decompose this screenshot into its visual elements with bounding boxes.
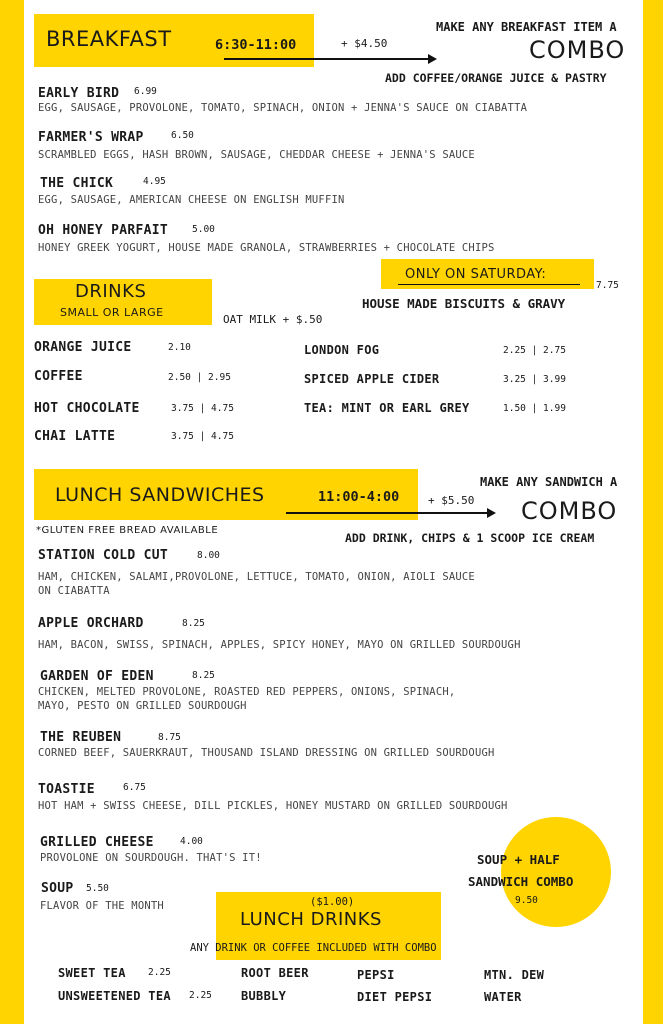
lunch-combo-price: + $5.50 (428, 494, 475, 507)
lunch-drinks-note: ANY DRINK OR COFFEE INCLUDED WITH COMBO (190, 942, 437, 954)
lunch-drink-name: UNSWEETENED TEA (58, 989, 171, 1003)
breakfast-item-desc: SCRAMBLED EGGS, HASH BROWN, SAUSAGE, CHEDDAR CHEESE + JENNA'S SAUCE (38, 149, 475, 161)
lunch-combo-line1: MAKE ANY SANDWICH A (480, 475, 618, 489)
breakfast-combo-detail: ADD COFFEE/ORANGE JUICE & PASTRY (385, 71, 607, 85)
sandwich-price: 8.25 (182, 618, 205, 629)
sandwich-desc: ON CIABATTA (38, 585, 110, 597)
soup-combo-price: 9.50 (515, 895, 538, 906)
sandwich-name: APPLE ORCHARD (38, 616, 144, 631)
lunch-drinks-title: LUNCH DRINKS (240, 909, 382, 930)
drink-name: COFFEE (34, 369, 83, 384)
lunch-drink-name: MTN. DEW (484, 968, 545, 982)
breakfast-item-desc: HONEY GREEK YOGURT, HOUSE MADE GRANOLA, STRAWBERRIES + CHOCOLATE CHIPS (38, 242, 495, 254)
drink-price: 2.25 | 2.75 (503, 345, 566, 356)
sandwich-name: TOASTIE (38, 782, 95, 797)
saturday-price: 7.75 (596, 280, 619, 291)
sandwich-desc: HOT HAM + SWISS CHEESE, DILL PICKLES, HONEY MUSTARD ON GRILLED SOURDOUGH (38, 800, 508, 812)
sandwich-desc: CHICKEN, MELTED PROVOLONE, ROASTED RED PEPPERS, ONIONS, SPINACH, (38, 686, 456, 698)
menu-page (24, 0, 643, 1024)
lunch-title: LUNCH SANDWICHES (55, 484, 265, 506)
breakfast-item-price: 6.99 (134, 86, 157, 97)
drink-price: 1.50 | 1.99 (503, 403, 566, 414)
sandwich-price: 8.75 (158, 732, 181, 743)
sandwich-name: STATION COLD CUT (38, 548, 169, 563)
breakfast-item-price: 5.00 (192, 224, 215, 235)
lunch-drink-price: 2.25 (148, 967, 171, 978)
lunch-arrow-line (286, 512, 488, 514)
lunch-arrow-head (487, 508, 496, 518)
lunch-drink-name: ROOT BEER (241, 966, 309, 980)
sandwich-name: SOUP (41, 881, 74, 896)
sandwich-price: 8.25 (192, 670, 215, 681)
drink-name: CHAI LATTE (34, 429, 116, 444)
breakfast-combo-price: + $4.50 (341, 37, 388, 50)
lunch-drink-name: BUBBLY (241, 989, 287, 1003)
drink-name: SPICED APPLE CIDER (304, 372, 440, 386)
gluten-free-note: *GLUTEN FREE BREAD AVAILABLE (36, 525, 219, 536)
drink-price: 3.75 | 4.75 (171, 403, 234, 414)
sandwich-price: 6.75 (123, 782, 146, 793)
drink-price: 3.75 | 4.75 (171, 431, 234, 442)
breakfast-item-price: 4.95 (143, 176, 166, 187)
drink-name: TEA: MINT OR EARL GREY (304, 401, 470, 415)
sandwich-desc: CORNED BEEF, SAUERKRAUT, THOUSAND ISLAND DRESSING ON GRILLED SOURDOUGH (38, 747, 495, 759)
drink-price: 2.50 | 2.95 (168, 372, 231, 383)
lunch-combo-detail: ADD DRINK, CHIPS & 1 SCOOP ICE CREAM (345, 531, 595, 545)
drink-name: LONDON FOG (304, 343, 380, 357)
drink-price: 2.10 (168, 342, 191, 353)
soup-combo-badge (501, 817, 611, 927)
lunch-drink-name: SWEET TEA (58, 966, 126, 980)
breakfast-item-name: FARMER'S WRAP (38, 130, 144, 145)
drinks-oat-milk: OAT MILK + $.50 (223, 313, 323, 326)
sandwich-desc: MAYO, PESTO ON GRILLED SOURDOUGH (38, 700, 247, 712)
soup-combo-line2: SANDWICH COMBO (468, 874, 574, 889)
breakfast-item-name: EARLY BIRD (38, 86, 120, 101)
lunch-drinks-price: ($1.00) (310, 896, 355, 908)
sandwich-price: 8.00 (197, 550, 220, 561)
breakfast-combo-word: COMBO (529, 36, 626, 64)
lunch-drink-price: 2.25 (189, 990, 212, 1001)
sandwich-desc: PROVOLONE ON SOURDOUGH. THAT'S IT! (40, 852, 262, 864)
lunch-drink-name: WATER (484, 990, 522, 1004)
breakfast-item-name: THE CHICK (40, 176, 114, 191)
drinks-subtitle: SMALL OR LARGE (60, 306, 164, 319)
drinks-title: DRINKS (75, 281, 147, 302)
breakfast-item-desc: EGG, SAUSAGE, AMERICAN CHEESE ON ENGLISH MUFFIN (38, 194, 345, 206)
sandwich-desc: FLAVOR OF THE MONTH (40, 900, 164, 912)
saturday-item: HOUSE MADE BISCUITS & GRAVY (362, 296, 566, 311)
drink-name: HOT CHOCOLATE (34, 401, 140, 416)
soup-combo-line1: SOUP + HALF (477, 852, 560, 867)
lunch-drink-name: DIET PEPSI (357, 990, 433, 1004)
sandwich-name: GRILLED CHEESE (40, 835, 154, 850)
lunch-hours: 11:00-4:00 (318, 489, 400, 505)
saturday-underline (398, 284, 580, 285)
sandwich-desc: HAM, BACON, SWISS, SPINACH, APPLES, SPICY HONEY, MAYO ON GRILLED SOURDOUGH (38, 639, 521, 651)
breakfast-item-desc: EGG, SAUSAGE, PROVOLONE, TOMATO, SPINACH, ONION + JENNA'S SAUCE ON CIABATTA (38, 102, 528, 114)
lunch-combo-word: COMBO (521, 497, 618, 525)
breakfast-combo-line1: MAKE ANY BREAKFAST ITEM A (436, 20, 617, 34)
sandwich-desc: HAM, CHICKEN, SALAMI,PROVOLONE, LETTUCE, TOMATO, ONION, AIOLI SAUCE (38, 571, 475, 583)
drink-name: ORANGE JUICE (34, 340, 132, 355)
sandwich-name: THE REUBEN (40, 730, 122, 745)
sandwich-name: GARDEN OF EDEN (40, 669, 154, 684)
sandwich-price: 4.00 (180, 836, 203, 847)
lunch-drink-name: PEPSI (357, 968, 395, 982)
breakfast-item-name: OH HONEY PARFAIT (38, 223, 169, 238)
breakfast-arrow-line (224, 58, 429, 60)
breakfast-arrow-head (428, 54, 437, 64)
breakfast-hours: 6:30-11:00 (215, 37, 297, 53)
saturday-label: ONLY ON SATURDAY: (405, 267, 547, 282)
drink-price: 3.25 | 3.99 (503, 374, 566, 385)
breakfast-item-price: 6.50 (171, 130, 194, 141)
sandwich-price: 5.50 (86, 883, 109, 894)
breakfast-title: BREAKFAST (46, 27, 172, 51)
